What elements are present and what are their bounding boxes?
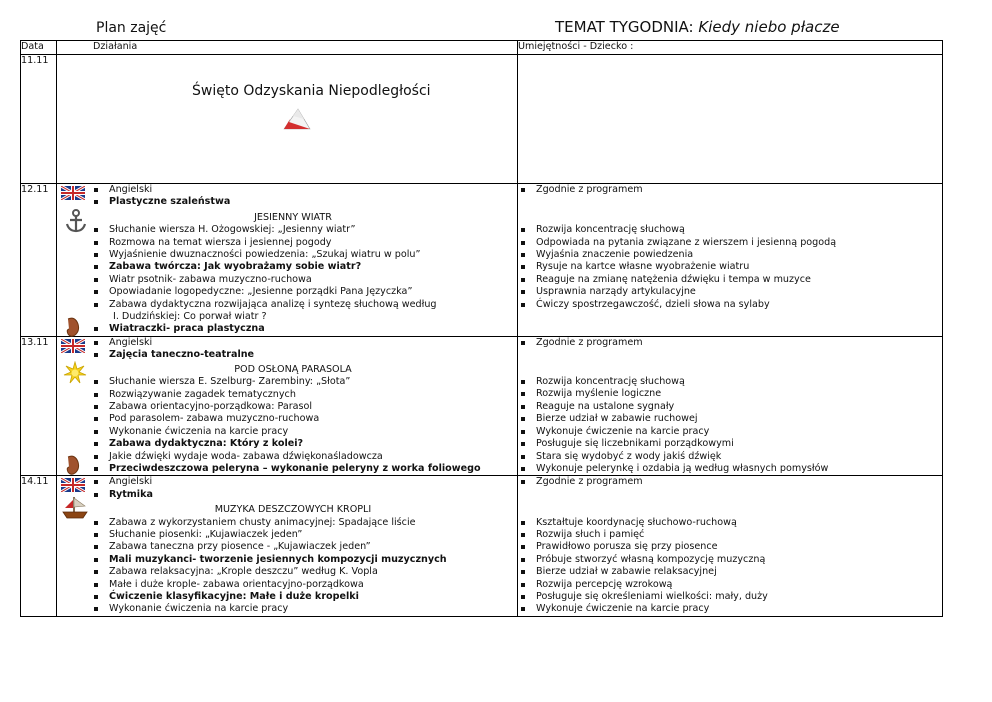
- uk-flag-icon: [61, 339, 85, 353]
- list-item: Zabawa taneczna przy piosence - „Kujawiaczek jeden”: [109, 541, 517, 553]
- list-item: Słuchanie wiersza E. Szelburg- Zarembiny: „Słota”: [109, 376, 517, 388]
- list-item: Rozwiązywanie zagadek tematycznych: [109, 389, 517, 401]
- list-item: Rozwija koncentrację słuchową: [536, 224, 942, 236]
- list-item: Jakie dźwięki wydaje woda- zabawa dźwiękonaśladowcza: [109, 451, 517, 463]
- theme-prefix: TEMAT TYGODNIA:: [555, 18, 694, 36]
- list-item: Angielski: [109, 476, 517, 488]
- list-item: Słuchanie piosenki: „Kujawiaczek jeden”: [109, 529, 517, 541]
- list-item: Opowiadanie logopedyczne: „Jesienne porządki Pana Języczka”: [109, 286, 517, 298]
- list-item: Próbuje stworzyć własną kompozycję muzyczną: [536, 554, 942, 566]
- sun-icon: [63, 361, 87, 385]
- anchor-icon: [63, 208, 89, 234]
- table-row: [21, 184, 943, 337]
- list-item: Rozwija myślenie logiczne: [536, 388, 942, 400]
- activities-cell: [57, 336, 518, 475]
- list-item: Stara się wydobyć z wody jakiś dźwięk: [536, 451, 942, 463]
- week-theme: [555, 18, 840, 36]
- list-item: Rozwija słuch i pamięć: [536, 529, 942, 541]
- list-item: Odpowiada na pytania związane z wierszem i jesienną pogodą: [536, 237, 942, 249]
- list-item: Bierze udział w zabawie relaksacyjnej: [536, 566, 942, 578]
- row-date: 12.11: [21, 184, 57, 337]
- list-item: Zabawa twórcza: Jak wyobrażamy sobie wiatr?: [109, 261, 517, 273]
- ship-icon: [61, 495, 89, 521]
- list-item: Prawidłowo porusza się przy piosence: [536, 541, 942, 553]
- section-title: POD OSŁONĄ PARASOLA: [234, 363, 352, 375]
- list-item: Reaguje na ustalone sygnały: [536, 401, 942, 413]
- activities-cell: [57, 184, 518, 337]
- list-item: Posługuje się liczebnikami porządkowymi: [536, 438, 942, 450]
- row-date: 11.11: [21, 55, 57, 184]
- ear-icon: [63, 454, 83, 476]
- skills-cell: [518, 336, 943, 475]
- list-item: Zgodnie z programem: [536, 184, 942, 196]
- list-item: Kształtuje koordynację słuchowo-ruchową: [536, 517, 942, 529]
- row-date: 14.11: [21, 476, 57, 616]
- list-item: Usprawnia narządy artykulacyjne: [536, 286, 942, 298]
- list-item: Reaguje na zmianę natężenia dźwięku i tempa w muzyce: [536, 274, 942, 286]
- list-item: Rozmowa na temat wiersza i jesiennej pogody: [109, 237, 517, 249]
- list-item: Wykonuje pelerynkę i ozdabia ją według własnych pomysłów: [536, 463, 942, 475]
- list-item: Wyjaśnia znaczenie powiedzenia: [536, 249, 942, 261]
- list-item: Wykonuje ćwiczenie na karcie pracy: [536, 426, 942, 438]
- list-item: Pod parasolem- zabawa muzyczno-ruchowa: [109, 413, 517, 425]
- table-header-row: [21, 41, 943, 55]
- list-item: Małe i duże krople- zabawa orientacyjno-porządkowa: [109, 579, 517, 591]
- list-item: Angielski: [109, 337, 517, 349]
- section-title: MUZYKA DESZCZOWYCH KROPLI: [214, 504, 372, 516]
- list-item: Zajęcia taneczno-teatralne: [109, 349, 517, 361]
- skills-cell: [518, 184, 943, 337]
- list-item: Zabawa dydaktyczna rozwijająca analizę i syntezę słuchową według: [109, 299, 517, 311]
- uk-flag-icon: [61, 478, 85, 492]
- ear-icon: [63, 316, 83, 338]
- list-item: Słuchanie wiersza H. Ożogowskiej: „Jesienny wiatr”: [109, 224, 517, 236]
- list-item: Zgodnie z programem: [536, 337, 942, 349]
- list-item: Rozwija percepcję wzrokową: [536, 579, 942, 591]
- list-item: I. Dudzińskiej: Co porwał wiatr ?: [113, 311, 267, 323]
- list-item: Rytmika: [109, 489, 517, 501]
- list-item: Bierze udział w zabawie ruchowej: [536, 413, 942, 425]
- list-item: Rysuje na kartce własne wyobrażenie wiatru: [536, 261, 942, 273]
- list-item: Rozwija koncentrację słuchową: [536, 376, 942, 388]
- list-item: Mali muzykanci- tworzenie jesiennych kompozycji muzycznych: [109, 554, 517, 566]
- activities-cell: [57, 55, 518, 184]
- col-skills-header: Umiejętności - Dziecko :: [518, 41, 943, 55]
- list-item: Wykonanie ćwiczenia na karcie pracy: [109, 603, 517, 615]
- uk-flag-icon: [61, 186, 85, 200]
- section-title: JESIENNY WIATR: [254, 211, 332, 223]
- list-item: Przeciwdeszczowa peleryna – wykonanie peleryny z worka foliowego: [109, 463, 517, 475]
- list-item: Wiatraczki- praca plastyczna: [109, 323, 517, 335]
- list-item: Ćwiczy spostrzegawczość, dzieli słowa na sylaby: [536, 299, 942, 311]
- table-row: [21, 55, 943, 184]
- row-date: 13.11: [21, 336, 57, 475]
- list-item: Posługuje się określeniami wielkości: mały, duży: [536, 591, 942, 603]
- plan-label: Plan zajęć: [96, 20, 167, 36]
- polish-flag-icon: [280, 107, 314, 135]
- list-item: Wyjaśnienie dwuznaczności powiedzenia: „Szukaj wiatru w polu”: [109, 249, 517, 261]
- list-item: Wiatr psotnik- zabawa muzyczno-ruchowa: [109, 274, 517, 286]
- skills-cell: [518, 476, 943, 616]
- list-item: Ćwiczenie klasyfikacyjne: Małe i duże kropelki: [109, 591, 517, 603]
- list-item: Zabawa relaksacyjna: „Krople deszczu” według K. Vopla: [109, 566, 517, 578]
- holiday-title: Święto Odzyskania Niepodległości: [192, 83, 431, 99]
- list-item: Zgodnie z programem: [536, 476, 942, 488]
- list-item: Wykonanie ćwiczenia na karcie pracy: [109, 426, 517, 438]
- plan-table: [20, 40, 943, 617]
- theme-title: Kiedy niebo płacze: [698, 18, 840, 36]
- table-row: [21, 336, 943, 475]
- list-item: Wykonuje ćwiczenie na karcie pracy: [536, 603, 942, 615]
- table-row: [21, 476, 943, 616]
- list-item: Zabawa dydaktyczna: Który z kolei?: [109, 438, 517, 450]
- col-activities-header: Działania: [57, 41, 518, 55]
- col-date-header: Data: [21, 41, 57, 55]
- activities-cell: [57, 476, 518, 616]
- list-item: Plastyczne szaleństwa: [109, 196, 517, 208]
- list-item: Zabawa orientacyjno-porządkowa: Parasol: [109, 401, 517, 413]
- skills-cell: [518, 55, 943, 184]
- list-item: Angielski: [109, 184, 517, 196]
- list-item: Zabawa z wykorzystaniem chusty animacyjnej: Spadające liście: [109, 517, 517, 529]
